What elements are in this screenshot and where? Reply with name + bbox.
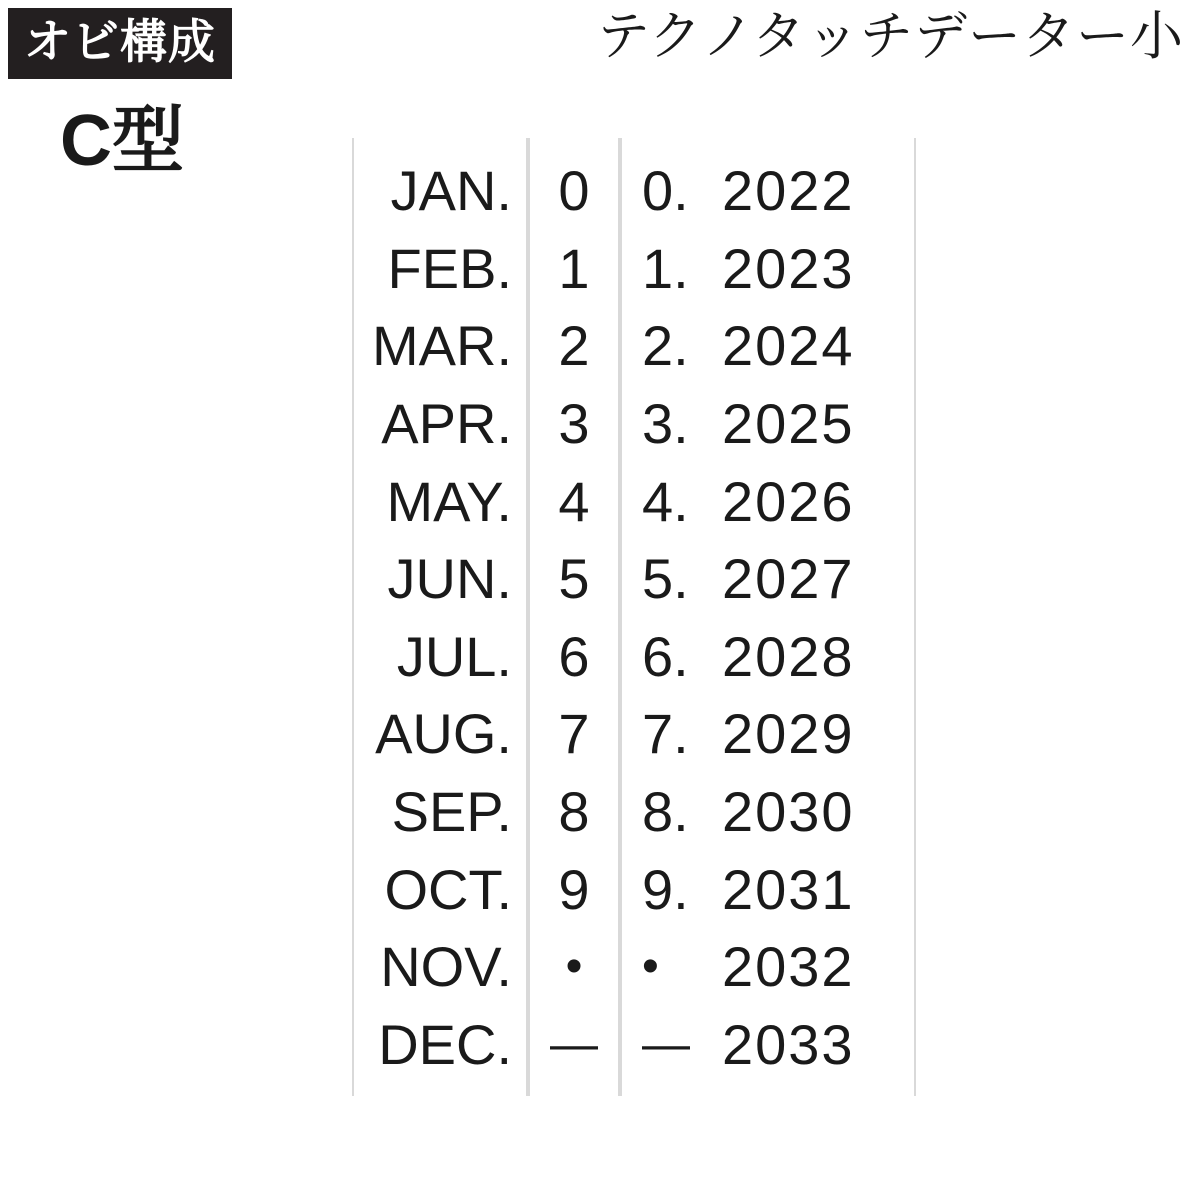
band-cell: 2033 [722, 1012, 855, 1076]
band-cell: 7. [642, 702, 689, 766]
band-years [712, 138, 916, 1096]
band-cell: 4. [642, 469, 689, 533]
band-cell: 7 [558, 702, 590, 766]
band-cell: 2029 [722, 702, 855, 766]
band-cell: • [642, 940, 659, 994]
band-cell: 2030 [722, 780, 855, 843]
band-cell: FEB. [387, 236, 512, 300]
band-cell: 2031 [722, 857, 855, 921]
band-cell: 6. [642, 624, 689, 688]
section-badge: オビ構成 [8, 8, 232, 79]
band-cell: 9. [642, 857, 689, 921]
band-cell: 5 [558, 547, 590, 611]
band-cell: — [642, 1017, 690, 1071]
band-cell: 0. [642, 159, 689, 222]
band-cell: — [550, 1017, 598, 1071]
band-months [352, 138, 528, 1096]
date-stamp-bands [352, 138, 928, 1096]
band-cell: 3. [642, 391, 689, 455]
band-cell: 8 [558, 780, 590, 843]
band-cell: 2024 [722, 314, 855, 378]
band-cell: APR. [381, 391, 512, 455]
product-title: テクノタッチデーター小 [596, 7, 1184, 66]
band-cell: 5. [642, 547, 689, 611]
band-cell: OCT. [384, 857, 512, 921]
band-cell: 0 [558, 159, 590, 222]
band-cell: 3 [558, 391, 590, 455]
type-label: C型 [60, 101, 184, 181]
band-cell: 1. [642, 236, 689, 300]
band-cell: 1 [558, 236, 590, 300]
band-cell: 9 [558, 857, 590, 921]
band-cell: 2025 [722, 391, 855, 455]
band-cell: MAR. [372, 314, 512, 378]
band-digits-primary [528, 138, 620, 1096]
band-cell: JUN. [387, 547, 512, 611]
band-cell: 2022 [722, 159, 855, 222]
band-cell: 2023 [722, 236, 855, 300]
band-cell: AUG. [375, 702, 512, 766]
band-digits-secondary [620, 138, 712, 1096]
band-cell: NOV. [380, 935, 512, 999]
band-cell: MAY. [386, 469, 512, 533]
band-cell: 2027 [722, 547, 855, 611]
band-cell: • [565, 940, 583, 994]
band-cell: 2. [642, 314, 689, 378]
band-cell: SEP. [391, 780, 512, 843]
band-cell: DEC. [378, 1012, 512, 1076]
band-cell: 2 [558, 314, 590, 378]
band-cell: 8. [642, 780, 689, 843]
band-cell: JUL. [396, 624, 512, 688]
band-cell: 2028 [722, 624, 855, 688]
band-cell: 2026 [722, 469, 855, 533]
band-cell: JAN. [390, 159, 512, 222]
band-cell: 4 [558, 469, 590, 533]
band-cell: 6 [558, 624, 590, 688]
band-cell: 2032 [722, 935, 855, 999]
